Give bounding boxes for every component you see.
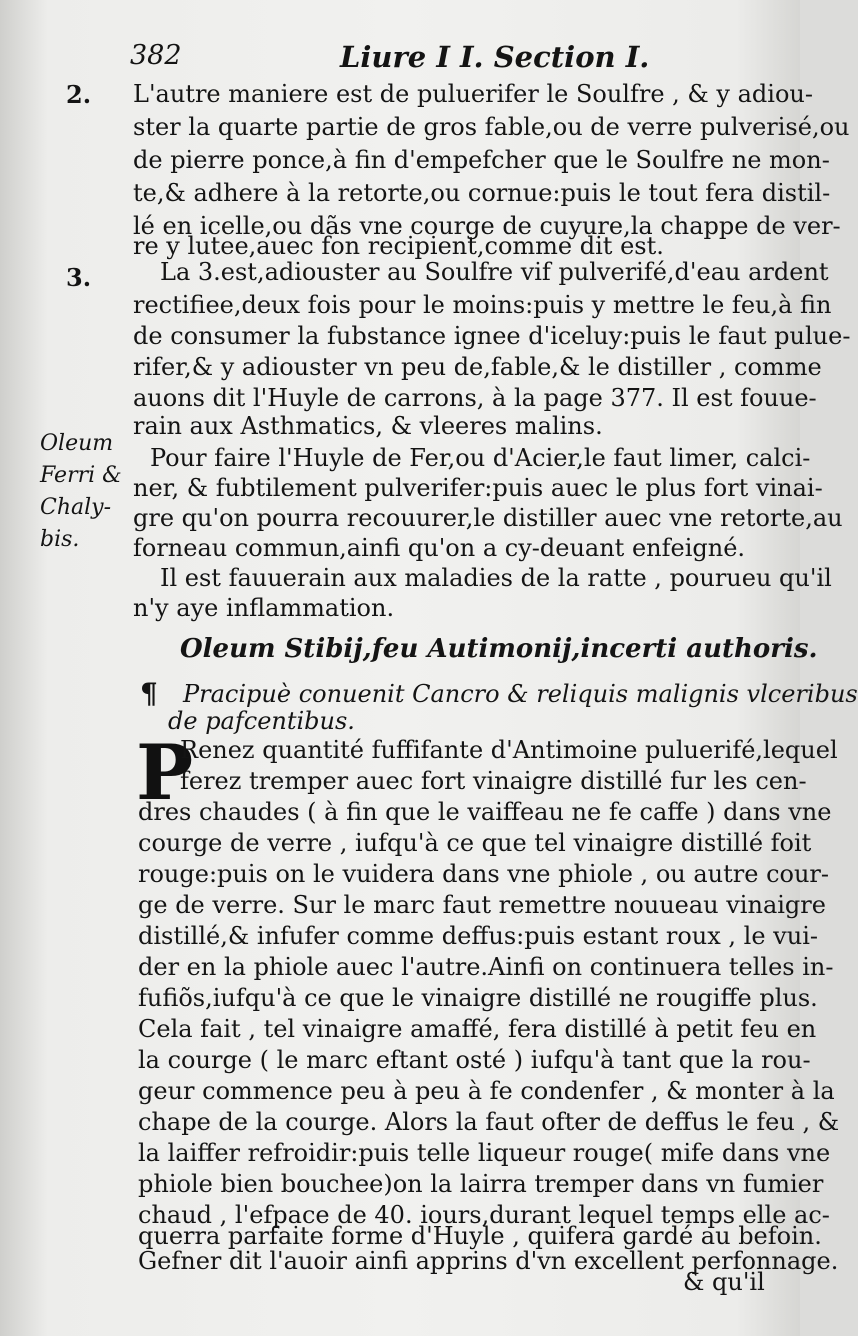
text-line: de pierre ponce,à fin d'empefcher que le Soulfre ne mon-: [133, 146, 830, 174]
item-number-3: 3.: [66, 263, 92, 292]
text-line: rifer,& y adiouster vn peu de,fable,& le distiller , comme: [133, 353, 822, 381]
item-number-2: 2.: [66, 80, 92, 109]
text-line: la courge ( le marc eftant osté ) iufqu'à tant que la rou-: [138, 1046, 811, 1074]
text-line: dres chaudes ( à fin que le vaiffeau ne fe caffe ) dans vne: [138, 798, 832, 826]
text-line: lé en icelle,ou dãs vne courge de cuyure,la chappe de ver-: [133, 212, 841, 240]
text-line: distillé,& infufer comme deffus:puis estant roux , le vui-: [138, 922, 818, 950]
text-line: ner, & fubtilement pulverifer:puis auec le plus fort vinai-: [133, 474, 823, 502]
text-line: te,& adhere à la retorte,ou cornue:puis le tout fera distil-: [133, 179, 831, 207]
text-line: courge de verre , iufqu'à ce que tel vinaigre distillé foit: [138, 829, 812, 857]
marginal-note-line: bis.: [40, 527, 80, 552]
text-line: Pour faire l'Huyle de Fer,ou d'Acier,le faut limer, calci-: [150, 444, 811, 472]
text-line: forneau commun,ainfi qu'on a cy-deuant enfeigné.: [133, 534, 746, 562]
text-line: rain aux Asthmatics, & vleeres malins.: [133, 412, 603, 440]
text-line: Cela fait , tel vinaigre amaffé, fera distillé à petit feu en: [138, 1015, 817, 1043]
text-line: chape de la courge. Alors la faut ofter de deffus le feu , &: [138, 1108, 840, 1136]
text-line: chaud , l'efpace de 40. iours,durant lequel temps elle ac-: [138, 1201, 830, 1229]
latin-note-line: de pafcentibus.: [168, 707, 355, 735]
text-line: n'y aye inflammation.: [133, 594, 395, 622]
text-line: gre qu'on pourra recouurer,le distiller auec vne retorte,au: [133, 504, 843, 532]
marginal-note-line: Chaly-: [40, 495, 112, 520]
text-line: rouge:puis on le vuidera dans vne phiole , ou autre cour-: [138, 860, 829, 888]
text-line: geur commence peu à peu à fe condenfer , & monter à la: [138, 1077, 835, 1105]
text-line: de consumer la fubstance ignee d'iceluy:puis le faut pulue-: [133, 322, 851, 350]
pilcrow-mark: ¶: [140, 677, 158, 710]
text-line: Gefner dit l'auoir ainfi apprins d'vn excellent perfonnage.: [138, 1247, 839, 1275]
text-line: ferez tremper auec fort vinaigre distillé fur les cen-: [180, 767, 807, 795]
text-line: fufiõs,iufqu'à ce que le vinaigre distillé ne rougiffe plus.: [138, 984, 818, 1012]
text-line: ster la quarte partie de gros fable,ou de verre pulverisé,ou: [133, 113, 850, 141]
latin-note-line: Pracipuè conuenit Cancro & reliquis malignis vlceribus: [183, 680, 858, 708]
text-line: auons dit l'Huyle de carrons, à la page 377. Il est fouue-: [133, 384, 817, 412]
marginal-note-line: Oleum: [40, 431, 114, 456]
text-line: Il est fauuerain aux maladies de la ratte , pourueu qu'il: [160, 564, 832, 592]
text-line: La 3.est,adiouster au Soulfre vif pulverifé,d'eau ardent: [160, 258, 829, 286]
drop-cap: P: [136, 728, 194, 817]
text-line: phiole bien bouchee)on la lairra tremper dans vn fumier: [138, 1170, 824, 1198]
section-title: Oleum Stibij,feu Autimonij,incerti authoris.: [180, 634, 818, 664]
text-line: Renez quantité fuffifante d'Antimoine puluerifé,lequel: [180, 736, 838, 764]
catchword: & qu'il: [683, 1268, 765, 1296]
text-line: la laiffer refroidir:puis telle liqueur rouge( mife dans vne: [138, 1139, 831, 1167]
text-line: L'autre maniere est de puluerifer le Soulfre , & y adiou-: [133, 80, 813, 108]
text-line: ge de verre. Sur le marc faut remettre nouueau vinaigre: [138, 891, 826, 919]
page-number: 382: [130, 40, 182, 71]
running-header: [130, 40, 770, 80]
text-line: re y lutee,auec fon recipient,comme dit est.: [133, 232, 664, 260]
text-line: querra parfaite forme d'Huyle , quifera gardé au befoin.: [138, 1222, 822, 1250]
text-line: rectifiee,deux fois pour le moins:puis y mettre le feu,à fin: [133, 291, 832, 319]
running-title: Liure I I. Section I.: [340, 40, 650, 74]
text-line: der en la phiole auec l'autre.Ainfi on continuera telles in-: [138, 953, 834, 981]
marginal-note-line: Ferri &: [40, 463, 122, 488]
